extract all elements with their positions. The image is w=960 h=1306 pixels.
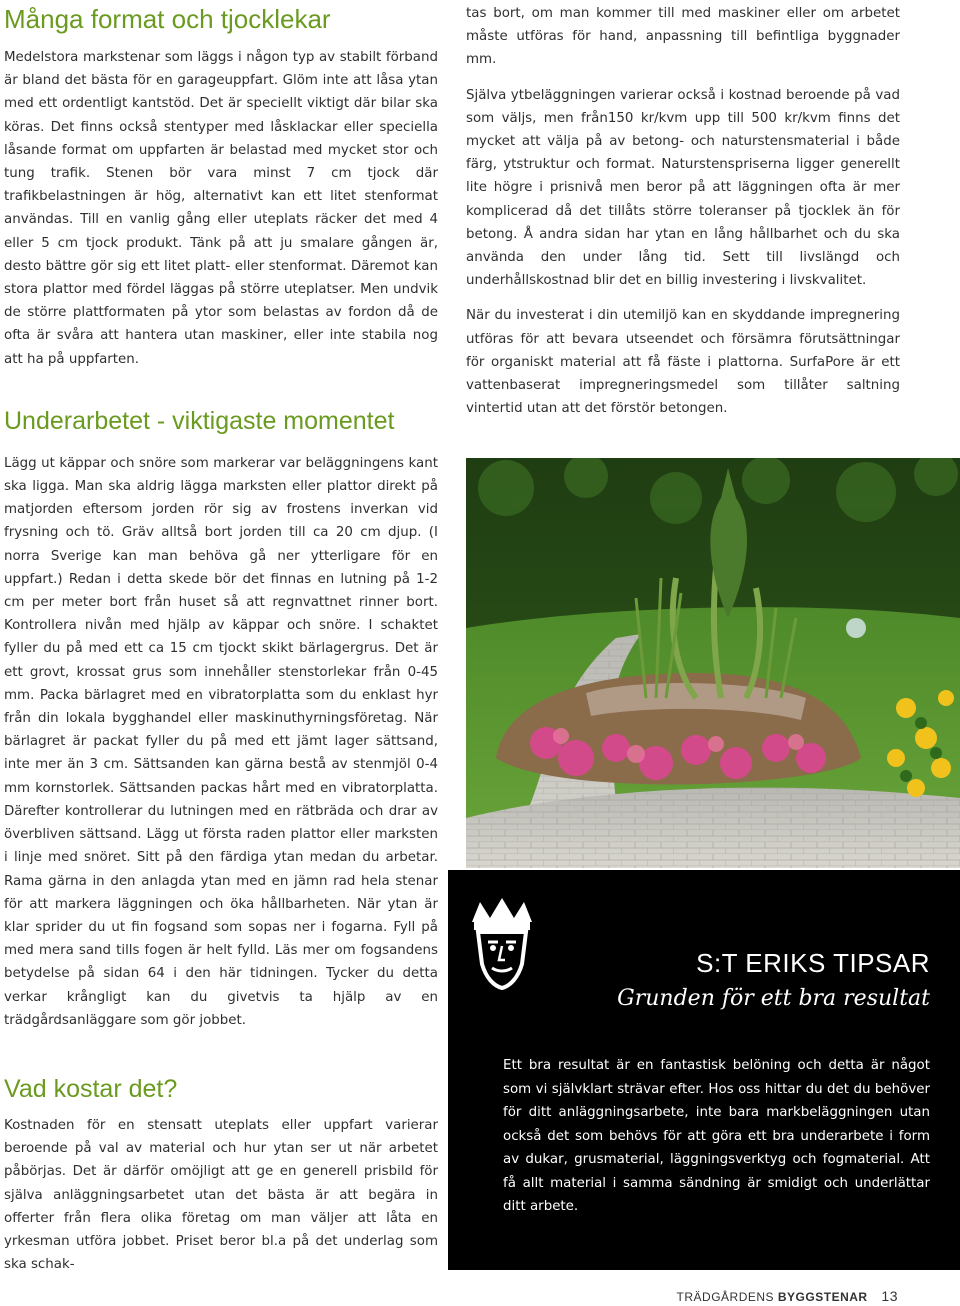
paragraph-ytbelaggning: Själva ytbeläggningen varierar också i kostnad beroende på vad som väljs, men från150 kr/kvm upp till 500 kr/kvm finns det mycket att välja på av betong- och naturstensmaterial i både färg, ytstruktur och format. Naturstenspriserna ligger generellt lite högre i prisnivå men beror på att läggningen ofta är mer komplicerad då det tillåts större toleranser på tjocklek än för betong. Å andra sidan har ytan en lång hållbarhet och du ska använda den under lång tid. Sett till livslängd och underhållskostnad blir det en billig investering i livskvalitet.	[466, 87, 900, 289]
heading-format: Många format och tjocklekar	[4, 4, 331, 34]
tips-subtitle: Grunden för ett bra resultat	[617, 986, 930, 1011]
paragraph-continued: tas bort, om man kommer till med maskiner eller om arbetet måste utföras för hand, anpassning till befintliga byggnader mm.	[466, 6, 900, 68]
page-footer	[677, 1288, 898, 1304]
paragraph-impregnering: När du investerat i din utemiljö kan en skyddande impregnering utföras för att bevara utseendet och försämra förutsättningar för organiskt material att få fäste i plattorna. SurfaPore är ett vattenbaserat impregneringsmedel som tillåter saltning vintertid utan att det förstör betongen.	[466, 308, 900, 417]
footer-brand: BYGGSTENAR	[777, 1290, 868, 1304]
tips-title: S:T ERIKS TIPSAR	[696, 948, 930, 978]
tips-box	[448, 870, 960, 1270]
paragraph-underarbete: Lägg ut käppar och snöre som markerar var beläggningens kant ska ligga. Man ska aldrig lägga marksten eller plattor direkt på matjorden eftersom jorden rör sig av frostens inverkan vid frysning och tö. Gräv alltså bort jorden till ca 20 cm djup. (I norra Sverige kan man behöva gå ner ytterligare för en uppfart.) Redan i detta skede bör det finnas en lutning på 1-2 cm per meter bort från huset så att regnvattnet rinner bort. Kontrollera nivån med hjälp av käppar och snöre. I schaktet fyller du på med ett ca 15 cm tjockt skikt bärlagergrus. Det är ett grovt, krossat grus som innehåller stenstorlekar från 0-45 mm. Packa bärlagret med en vibratorplatta som du enklast hyr från din lokala bygghandel eller maskinuthyrningsföretag. När bärlagret är packat fyller du på med ett jämt lager sättsand, inte mer än 3 cm. Sättsanden kan gärna bestå av stenmjöl 0-4 mm kornstorlek. Sättsanden packas hårt med en vibratorplatta. Därefter kontrollerar du lutningen med en rätbräda och drar av överbliven sättsand. Lägg ut första raden plattor eller marksten i linje med snöret. Sitt på den färdiga ytan medan du arbetar. Rama gärna in den anlagda ytan med en jämn rad hela stenar för att markera läggningen och öka hållbarheten. När ytan är klar sprider du ut fin fogsand som sopas ner i fogarna. Fyll på med mera sand tills fogen är helt fylld. Läs mer om fogsandens betydelse på sidan 64 i den här tidningen. Tycker du detta verkar krångligt kan du givetvis ta hjälp av en trädgårdsanläggare som gör jobbet.	[4, 455, 438, 1028]
page-number: 13	[881, 1288, 898, 1304]
tips-text: Ett bra resultat är en fantastisk belöning och detta är något som vi självklart strävar efter. Hos oss hittar du det du behöver för ditt anläggningsarbete, inte bara markbeläggningen utan också det som behövs för att göra ett bra underarbete i form av dukar, grusmaterial, läggningsverktyg och fogmaterial. Att få allt material i samma sändning är smidigt och underlättar ditt arbete.	[503, 1058, 930, 1214]
heading-underarbete: Underarbetet - viktigaste momentet	[4, 406, 395, 435]
footer-section: TRÄDGÅRDENS	[676, 1290, 775, 1304]
garden-photo	[466, 458, 960, 868]
paragraph-kostnad: Kostnaden för en stensatt uteplats eller uppfart varierar beroende på val av material och hur ytan ser ut när arbetet påbörjas. Det är därför omöjligt att ge en generell prisbild för själva anläggningsarbetet utan det bästa är att begära in offerter från flera olika företag om man väljer att låta en yrkesman utföra jobbet. Priset beror bl.a på det underlag som ska schak-	[4, 1117, 438, 1273]
heading-kostnad: Vad kostar det?	[4, 1074, 178, 1103]
left-column	[4, 0, 438, 1276]
st-eriks-king-logo-icon	[462, 892, 542, 992]
right-column	[466, 0, 900, 420]
paragraph-format: Medelstora markstenar som läggs i någon typ av stabilt förband är bland det bästa för en garageuppfart. Glöm inte att låsa ytan med ett ordentligt kantstöd. Det är speciellt viktigt där bilar ska köras. Det finns också stentyper med låsklackar eller speciella låsande format om uppfarten är belastad med mycket stor och tung trafik. Stenen bör vara minst 7 cm tjock där trafikbelastningen är hög, alternativt kan ett litet stenformat användas. Till en vanlig gång eller uteplats räcker det med 4 eller 5 cm tjock produkt. Tänk på att ju smalare gången är, desto bättre gör sig ett litet platt- eller stenformat. Däremot kan stora plattor med fördel läggas på större uteplatser. Men undvik de större plattformaten på ytor som belastas av fordon då de ofta är svåra att hantera utan maskiner, eller inte stabila nog att ha på uppfarten.	[4, 50, 438, 367]
